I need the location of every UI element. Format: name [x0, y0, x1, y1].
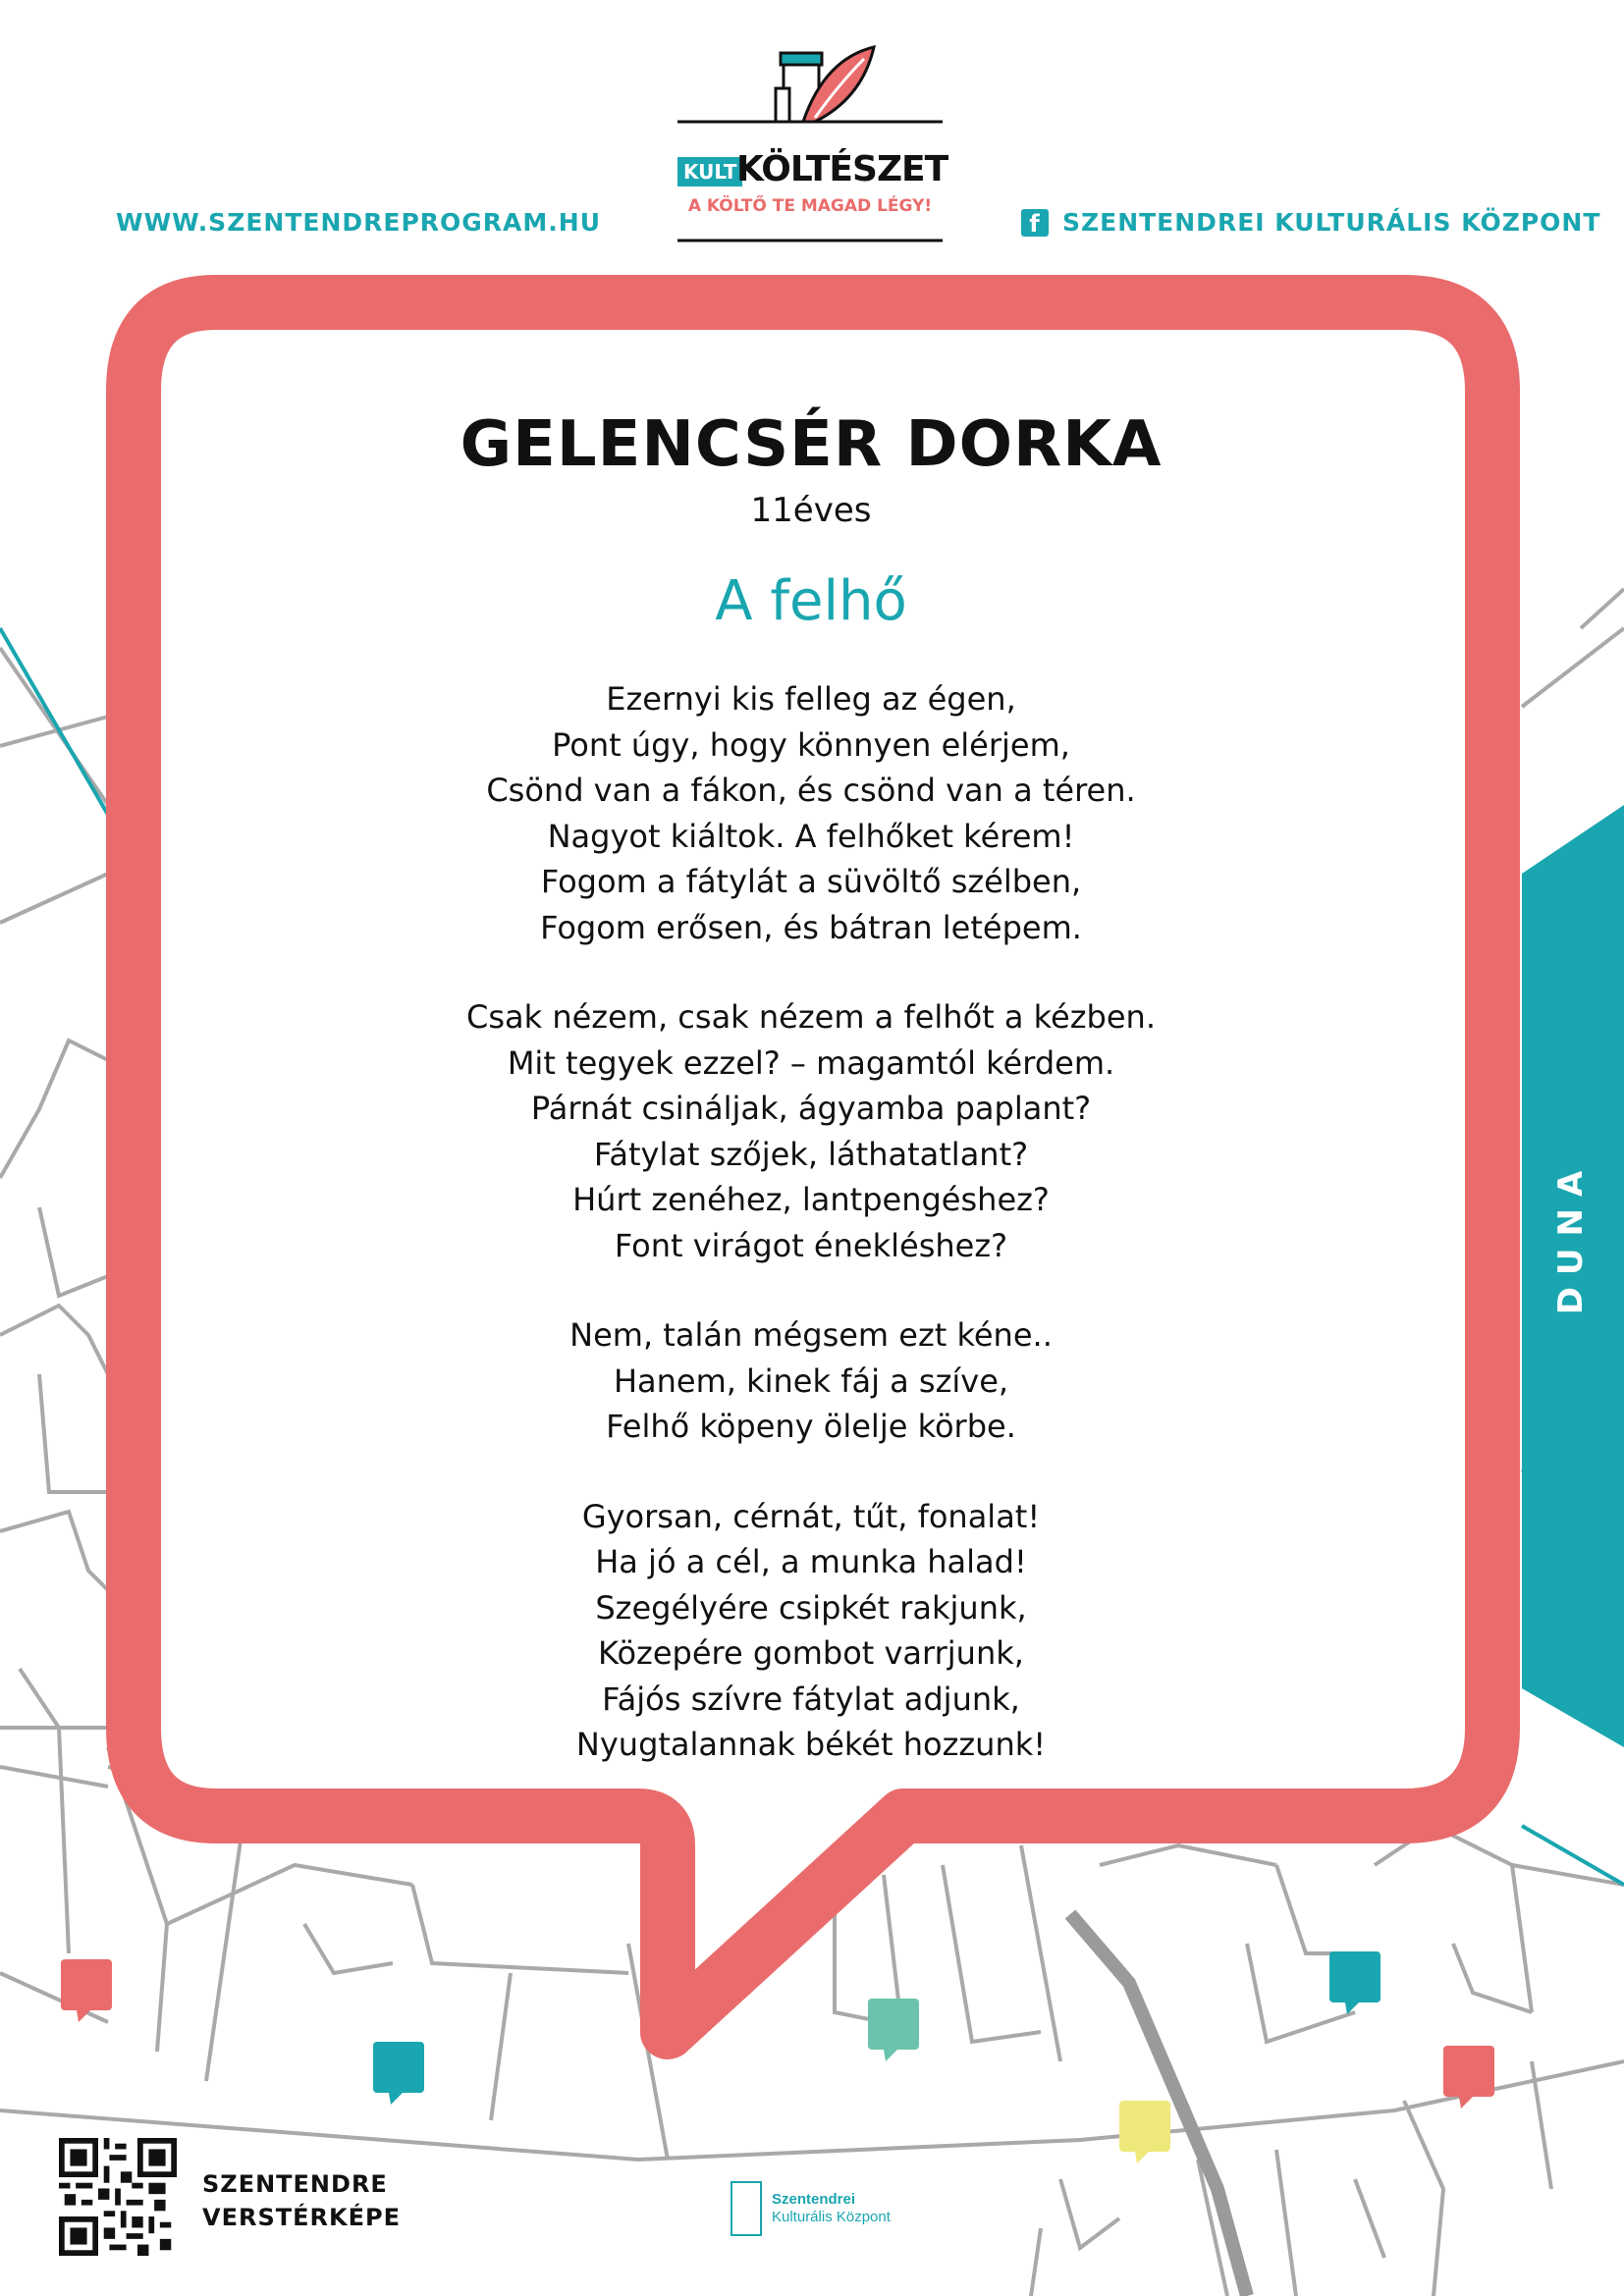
kulturalis-kozpont-line2: Kulturális Központ	[772, 2209, 891, 2225]
river-label-text: DUNA	[1551, 1158, 1591, 1315]
stanza	[163, 676, 1459, 950]
verse-map-label	[202, 2167, 401, 2234]
poem-line: Font virágot énekléshez?	[614, 1226, 1008, 1264]
qr-code-icon[interactable]	[59, 2138, 177, 2256]
poem-line: Fogom erősen, és bátran letépem.	[540, 908, 1082, 946]
poem-line: Fogom a fátylát a süvöltő szélben,	[540, 863, 1082, 900]
poem-line: Párnát csináljak, ágyamba paplant?	[530, 1090, 1092, 1127]
kulturalis-kozpont-line1: Szentendrei	[772, 2191, 856, 2208]
poem-body	[163, 676, 1459, 1768]
poem-line: Csak nézem, csak nézem a felhőt a kézben.	[466, 998, 1156, 1036]
poem-line: Ezernyi kis felleg az égen,	[606, 680, 1016, 718]
poem-card	[163, 373, 1459, 1812]
poem-line: Felhő köpeny ölelje körbe.	[606, 1408, 1016, 1445]
poem-line: Szegélyére csipkét rakjunk,	[595, 1588, 1027, 1627]
poem-line: Pont úgy, hogy könnyen elérjem,	[552, 725, 1070, 764]
poem-line: Fájós szívre fátylat adjunk,	[602, 1680, 1020, 1718]
logo-title: KÖLTÉSZET	[736, 149, 948, 189]
logo-kult-badge: KULT	[677, 157, 742, 187]
author-name: GELENCSÉR DORKA	[460, 408, 1163, 481]
verse-map-line2: VERSTÉRKÉPE	[202, 2204, 401, 2231]
poem-title: A felhő	[715, 569, 907, 633]
poem-line: Gyorsan, cérnát, tűt, fonalat!	[581, 1497, 1041, 1535]
verse-map-line1: SZENTENDRE	[202, 2170, 388, 2198]
poem-line: Mit tegyek ezzel? – magamtól kérdem.	[507, 1043, 1115, 1082]
kulturalis-kozpont-logo	[731, 2181, 891, 2236]
stanza	[163, 1312, 1459, 1450]
poem-line: Fátylat szőjek, láthatatlant?	[593, 1135, 1029, 1173]
kulturalis-kozpont-text	[772, 2191, 891, 2226]
poem-line: Csönd van a fákon, és csönd van a téren.	[486, 772, 1136, 809]
facebook-link[interactable]	[1021, 208, 1600, 237]
building-icon	[731, 2181, 762, 2236]
logo-slogan: A KÖLTŐ TE MAGAD LÉGY!	[687, 196, 933, 216]
poem-line: Közepére gombot varrjunk,	[598, 1634, 1024, 1672]
kultkolteszet-logo	[677, 39, 952, 245]
poem-line: Nem, talán mégsem ezt kéne..	[569, 1316, 1053, 1354]
stanza	[163, 1494, 1459, 1768]
author-age: 11éves	[750, 491, 872, 530]
poem-line: Hanem, kinek fáj a szíve,	[613, 1362, 1009, 1400]
poem-line: Nagyot kiáltok. A felhőket kérem!	[547, 817, 1075, 855]
facebook-label: SZENTENDREI KULTURÁLIS KÖZPONT	[1062, 208, 1601, 237]
stanza	[163, 994, 1459, 1268]
website-link[interactable]: WWW.SZENTENDREPROGRAM.HU	[116, 208, 601, 237]
river-label	[1517, 1158, 1624, 1315]
poem-line: Ha jó a cél, a munka halad!	[595, 1543, 1027, 1580]
poem-line: Húrt zenéhez, lantpengéshez?	[572, 1181, 1050, 1218]
facebook-icon: f	[1021, 209, 1049, 237]
poem-line: Nyugtalannak békét hozzunk!	[575, 1726, 1047, 1763]
